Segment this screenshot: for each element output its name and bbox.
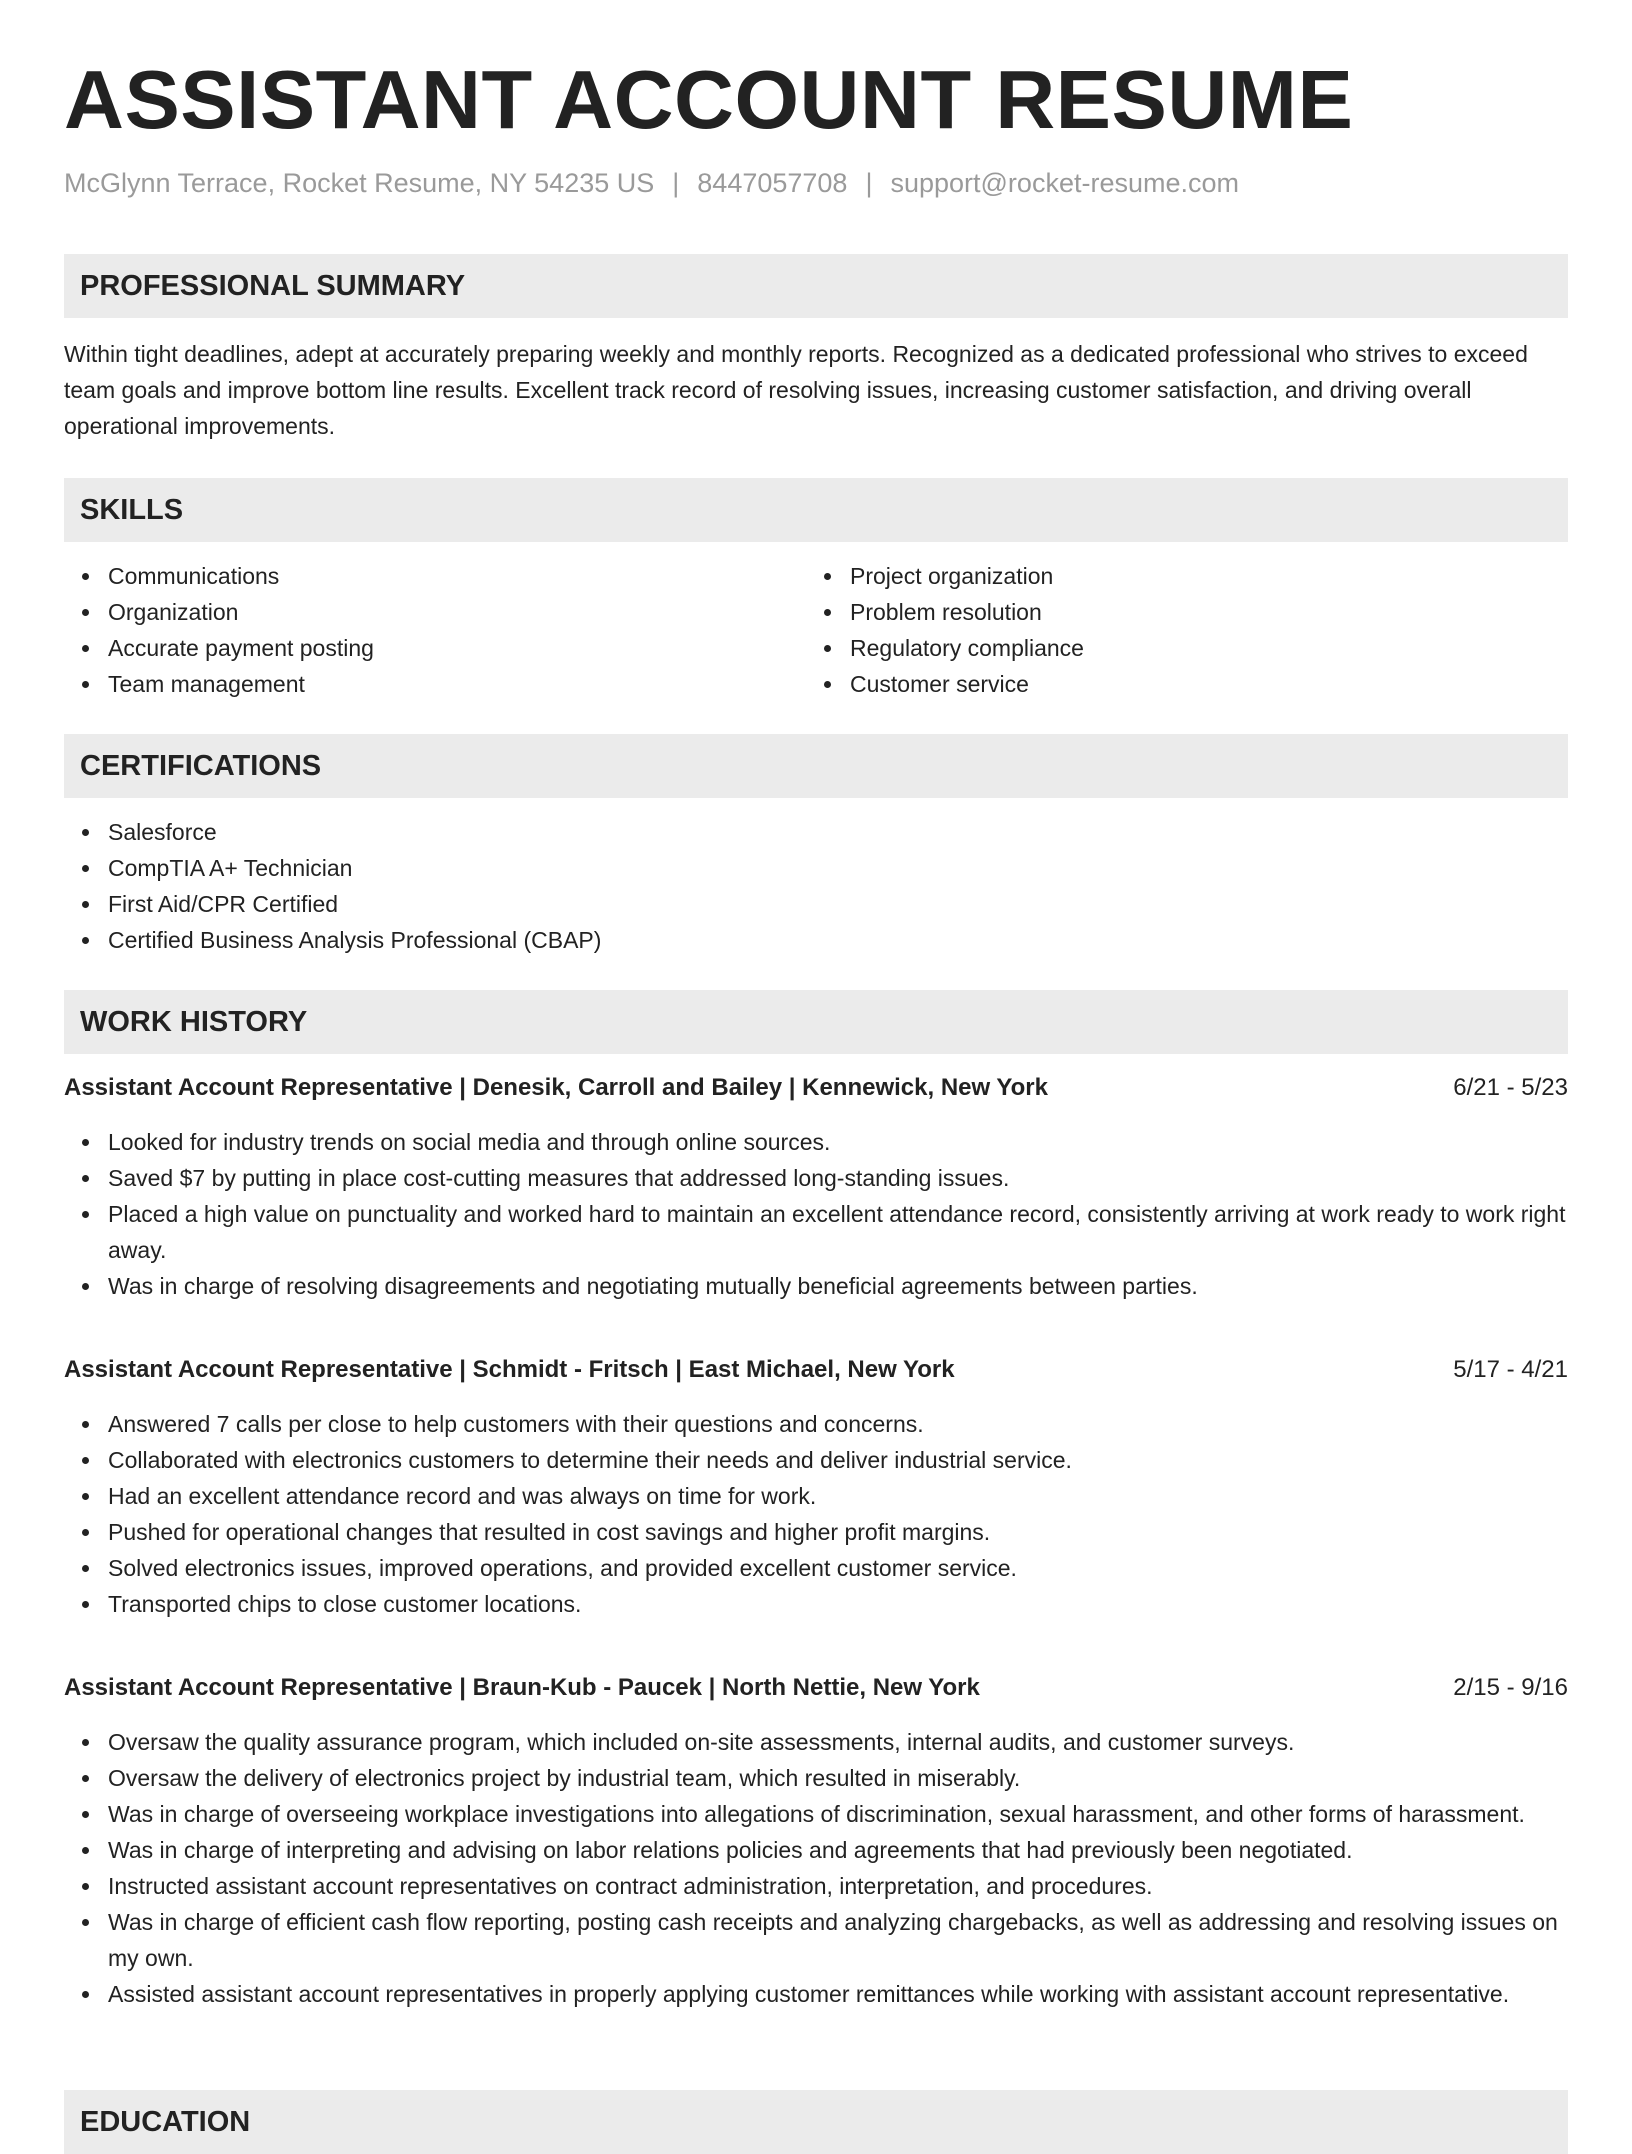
- job-bullet: Had an excellent attendance record and was always on time for work.: [108, 1478, 1568, 1514]
- job-bullet: Oversaw the quality assurance program, which included on-site assessments, internal audits, and customer surveys.: [108, 1724, 1568, 1760]
- skills-list: [64, 558, 1568, 702]
- contact-address: McGlynn Terrace, Rocket Resume, NY 54235 US: [64, 168, 655, 198]
- job-header: [64, 1352, 1568, 1388]
- job-header: [64, 1070, 1568, 1106]
- job-dates: 2/15 - 9/16: [1453, 1674, 1568, 1701]
- work-history-heading: WORK HISTORY: [64, 990, 1568, 1054]
- job-dates: 6/21 - 5/23: [1453, 1074, 1568, 1101]
- job-title: Assistant Account Representative | Denesik, Carroll and Bailey | Kennewick, New York: [64, 1074, 1048, 1101]
- certification-item: CompTIA A+ Technician: [108, 850, 1568, 886]
- job-bullet: Saved $7 by putting in place cost-cutting measures that addressed long-standing issues.: [108, 1160, 1568, 1196]
- certification-item: Certified Business Analysis Professional (CBAP): [108, 922, 1568, 958]
- job-bullet: Oversaw the delivery of electronics project by industrial team, which resulted in miserably.: [108, 1760, 1568, 1796]
- job-title: Assistant Account Representative | Schmidt - Fritsch | East Michael, New York: [64, 1356, 955, 1383]
- skill-item: Accurate payment posting: [108, 630, 806, 666]
- contact-separator: |: [865, 168, 873, 198]
- job-bullet: Was in charge of efficient cash flow reporting, posting cash receipts and analyzing chargebacks, as well as addressing and resolving issues on my own.: [108, 1904, 1568, 1976]
- job-bullet: Was in charge of overseeing workplace investigations into allegations of discrimination, sexual harassment, and other forms of harassment.: [108, 1796, 1568, 1832]
- skill-item: Project organization: [850, 558, 1548, 594]
- contact-email: support@rocket-resume.com: [890, 168, 1239, 198]
- skills-column-right: [806, 558, 1548, 702]
- skills-heading: SKILLS: [64, 478, 1568, 542]
- skill-item: Organization: [108, 594, 806, 630]
- certifications-heading: CERTIFICATIONS: [64, 734, 1568, 798]
- job-bullet: Was in charge of interpreting and advising on labor relations policies and agreements that had previously been negotiated.: [108, 1832, 1568, 1868]
- job-bullet: Assisted assistant account representatives in properly applying customer remittances while working with assistant account representative.: [108, 1976, 1568, 2012]
- job-bullet: Solved electronics issues, improved operations, and provided excellent customer service.: [108, 1550, 1568, 1586]
- skill-item: Communications: [108, 558, 806, 594]
- job-bullet: Instructed assistant account representatives on contract administration, interpretation, and procedures.: [108, 1868, 1568, 1904]
- job-header: [64, 1670, 1568, 1706]
- job-dates: 5/17 - 4/21: [1453, 1356, 1568, 1383]
- education-heading: EDUCATION: [64, 2090, 1568, 2154]
- certification-item: First Aid/CPR Certified: [108, 886, 1568, 922]
- job-bullet: Answered 7 calls per close to help customers with their questions and concerns.: [108, 1406, 1568, 1442]
- job-bullets: [64, 1724, 1568, 2012]
- job-bullet: Collaborated with electronics customers to determine their needs and deliver industrial service.: [108, 1442, 1568, 1478]
- summary-text: Within tight deadlines, adept at accurately preparing weekly and monthly reports. Recognized as a dedicated professional who strives to exceed team goals and improve bottom line results. Excellent track record of resolving issues, increasing customer satisfaction, and driving overall operational improvements.: [64, 341, 1528, 439]
- job-bullets: [64, 1406, 1568, 1622]
- summary-heading: PROFESSIONAL SUMMARY: [64, 254, 1568, 318]
- job-bullet: Was in charge of resolving disagreements and negotiating mutually beneficial agreements between parties.: [108, 1268, 1568, 1304]
- resume-content: [64, 254, 1568, 2012]
- job-bullet: Pushed for operational changes that resulted in cost savings and higher profit margins.: [108, 1514, 1568, 1550]
- job-bullet: Placed a high value on punctuality and worked hard to maintain an excellent attendance record, consistently arriving at work ready to work right away.: [108, 1196, 1568, 1268]
- contact-line: [64, 166, 1239, 200]
- job-title: Assistant Account Representative | Braun-Kub - Paucek | North Nettie, New York: [64, 1674, 980, 1701]
- skill-item: Team management: [108, 666, 806, 702]
- job-bullet: Looked for industry trends on social media and through online sources.: [108, 1124, 1568, 1160]
- job-bullet: Transported chips to close customer locations.: [108, 1586, 1568, 1622]
- resume-title: ASSISTANT ACCOUNT RESUME: [64, 53, 1354, 146]
- job-bullets: [64, 1124, 1568, 1304]
- skill-item: Customer service: [850, 666, 1548, 702]
- contact-separator: |: [672, 168, 680, 198]
- contact-phone: 8447057708: [697, 168, 848, 198]
- skills-column-left: [64, 558, 806, 702]
- skill-item: Problem resolution: [850, 594, 1548, 630]
- certifications-list: [64, 814, 1568, 958]
- skill-item: Regulatory compliance: [850, 630, 1548, 666]
- certification-item: Salesforce: [108, 814, 1568, 850]
